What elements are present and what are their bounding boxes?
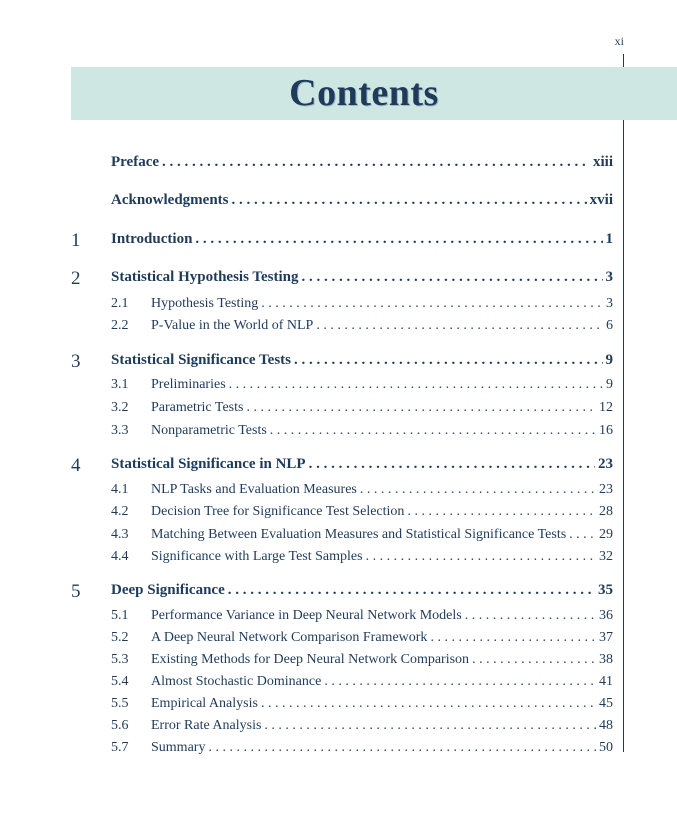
entry-page: 48 bbox=[599, 718, 613, 733]
entry-page: 45 bbox=[599, 696, 613, 711]
contents-banner bbox=[71, 67, 677, 120]
entry-title: Nonparametric Tests bbox=[151, 423, 267, 438]
dot-leader bbox=[228, 582, 595, 599]
toc-entry-section[interactable] bbox=[151, 652, 613, 668]
entry-title: Decision Tree for Significance Test Selection bbox=[151, 504, 405, 519]
entry-title: Preface bbox=[111, 154, 160, 170]
entry-page: 37 bbox=[599, 630, 613, 645]
section-number: 5.3 bbox=[111, 652, 129, 667]
entry-title: Deep Significance bbox=[111, 582, 225, 598]
toc-entry-section[interactable] bbox=[151, 696, 613, 712]
entry-page: 23 bbox=[598, 456, 613, 472]
section-number: 4.4 bbox=[111, 549, 129, 564]
chapter-number: 2 bbox=[71, 268, 81, 289]
dot-leader bbox=[232, 192, 587, 209]
page-folio: xi bbox=[614, 34, 624, 48]
section-number: 3.3 bbox=[111, 423, 129, 438]
chapter-number: 4 bbox=[71, 455, 81, 476]
entry-title: Empirical Analysis bbox=[151, 696, 258, 711]
dot-leader bbox=[407, 504, 596, 520]
section-number: 4.1 bbox=[111, 482, 129, 497]
entry-title: Matching Between Evaluation Measures and Statistical Significance Tests bbox=[151, 527, 567, 542]
entry-page: 12 bbox=[599, 400, 613, 415]
chapter-number: 1 bbox=[71, 230, 81, 251]
dot-leader bbox=[261, 696, 596, 712]
dot-leader bbox=[430, 630, 596, 646]
toc-entry-section[interactable] bbox=[151, 608, 613, 624]
entry-title: Hypothesis Testing bbox=[151, 296, 259, 311]
dot-leader bbox=[472, 652, 596, 668]
entry-title: Introduction bbox=[111, 231, 193, 247]
entry-title: Almost Stochastic Dominance bbox=[151, 674, 322, 689]
entry-title: A Deep Neural Network Comparison Framework bbox=[151, 630, 428, 645]
toc-entry-section[interactable] bbox=[151, 630, 613, 646]
dot-leader bbox=[162, 154, 590, 171]
dot-leader bbox=[246, 400, 596, 416]
section-number: 5.7 bbox=[111, 740, 129, 755]
toc-entry-preface[interactable] bbox=[111, 154, 613, 171]
toc-entry-section[interactable] bbox=[151, 318, 613, 334]
section-number: 5.2 bbox=[111, 630, 129, 645]
entry-title: Error Rate Analysis bbox=[151, 718, 262, 733]
entry-page: 35 bbox=[598, 582, 613, 598]
toc-entry-chapter-2[interactable] bbox=[111, 269, 613, 286]
toc-entry-chapter-3[interactable] bbox=[111, 352, 613, 369]
dot-leader bbox=[465, 608, 596, 624]
toc-entry-section[interactable] bbox=[151, 527, 613, 543]
entry-page: 3 bbox=[606, 296, 613, 311]
dot-leader bbox=[208, 740, 596, 756]
toc-entry-section[interactable] bbox=[151, 504, 613, 520]
dot-leader bbox=[302, 269, 603, 286]
entry-title: Statistical Significance in NLP bbox=[111, 456, 306, 472]
toc-entry-section[interactable] bbox=[151, 400, 613, 416]
entry-title: Preliminaries bbox=[151, 377, 226, 392]
entry-page: 23 bbox=[599, 482, 613, 497]
toc-entry-section[interactable] bbox=[151, 718, 613, 734]
toc-entry-section[interactable] bbox=[151, 423, 613, 439]
entry-page: 9 bbox=[606, 377, 613, 392]
dot-leader bbox=[309, 456, 595, 473]
dot-leader bbox=[366, 549, 596, 565]
toc-entry-section[interactable] bbox=[151, 674, 613, 690]
dot-leader bbox=[229, 377, 603, 393]
section-number: 5.4 bbox=[111, 674, 129, 689]
dot-leader bbox=[316, 318, 603, 334]
entry-page: 28 bbox=[599, 504, 613, 519]
dot-leader bbox=[195, 231, 602, 248]
dot-leader bbox=[270, 423, 596, 439]
entry-page: 9 bbox=[605, 352, 613, 368]
section-number: 3.2 bbox=[111, 400, 129, 415]
entry-page: 29 bbox=[599, 527, 613, 542]
entry-title: Parametric Tests bbox=[151, 400, 244, 415]
dot-leader bbox=[360, 482, 596, 498]
section-number: 4.2 bbox=[111, 504, 129, 519]
entry-title: Statistical Hypothesis Testing bbox=[111, 269, 299, 285]
dot-leader bbox=[264, 718, 596, 734]
section-number: 2.1 bbox=[111, 296, 129, 311]
margin-rule bbox=[623, 120, 624, 752]
margin-rule-top bbox=[623, 54, 624, 67]
entry-page: 1 bbox=[605, 231, 613, 247]
section-number: 3.1 bbox=[111, 377, 129, 392]
entry-page: 3 bbox=[605, 269, 613, 285]
entry-title: P-Value in the World of NLP bbox=[151, 318, 314, 333]
entry-page: 38 bbox=[599, 652, 613, 667]
toc-entry-section[interactable] bbox=[151, 740, 613, 756]
entry-title: Summary bbox=[151, 740, 206, 755]
entry-page: 6 bbox=[606, 318, 613, 333]
entry-page: 41 bbox=[599, 674, 613, 689]
toc-entry-section[interactable] bbox=[151, 296, 613, 312]
entry-title: Acknowledgments bbox=[111, 192, 229, 208]
entry-page: 16 bbox=[599, 423, 613, 438]
entry-page: 50 bbox=[599, 740, 613, 755]
entry-page: xiii bbox=[592, 154, 613, 170]
entry-page: 36 bbox=[599, 608, 613, 623]
entry-title: Performance Variance in Deep Neural Network Models bbox=[151, 608, 462, 623]
contents-title: Contents bbox=[289, 72, 439, 114]
section-number: 2.2 bbox=[111, 318, 129, 333]
entry-title: NLP Tasks and Evaluation Measures bbox=[151, 482, 357, 497]
dot-leader bbox=[261, 296, 603, 312]
section-number: 5.1 bbox=[111, 608, 129, 623]
chapter-number: 3 bbox=[71, 351, 81, 372]
toc-entry-chapter-5[interactable] bbox=[111, 582, 613, 599]
entry-title: Statistical Significance Tests bbox=[111, 352, 292, 368]
entry-title: Existing Methods for Deep Neural Network Comparison bbox=[151, 652, 470, 667]
entry-page: 32 bbox=[599, 549, 613, 564]
section-number: 5.6 bbox=[111, 718, 129, 733]
toc-entry-chapter-4[interactable] bbox=[111, 456, 613, 473]
toc-entry-acknowledgments[interactable] bbox=[111, 192, 613, 209]
entry-page: xvii bbox=[589, 192, 613, 208]
toc-entry-section[interactable] bbox=[151, 377, 613, 393]
dot-leader bbox=[294, 352, 602, 369]
dot-leader bbox=[324, 674, 596, 690]
toc-entry-section[interactable] bbox=[151, 482, 613, 498]
dot-leader bbox=[569, 527, 596, 543]
chapter-number: 5 bbox=[71, 581, 81, 602]
entry-title: Significance with Large Test Samples bbox=[151, 549, 363, 564]
toc-entry-section[interactable] bbox=[151, 549, 613, 565]
section-number: 4.3 bbox=[111, 527, 129, 542]
section-number: 5.5 bbox=[111, 696, 129, 711]
toc-entry-chapter-1[interactable] bbox=[111, 231, 613, 248]
